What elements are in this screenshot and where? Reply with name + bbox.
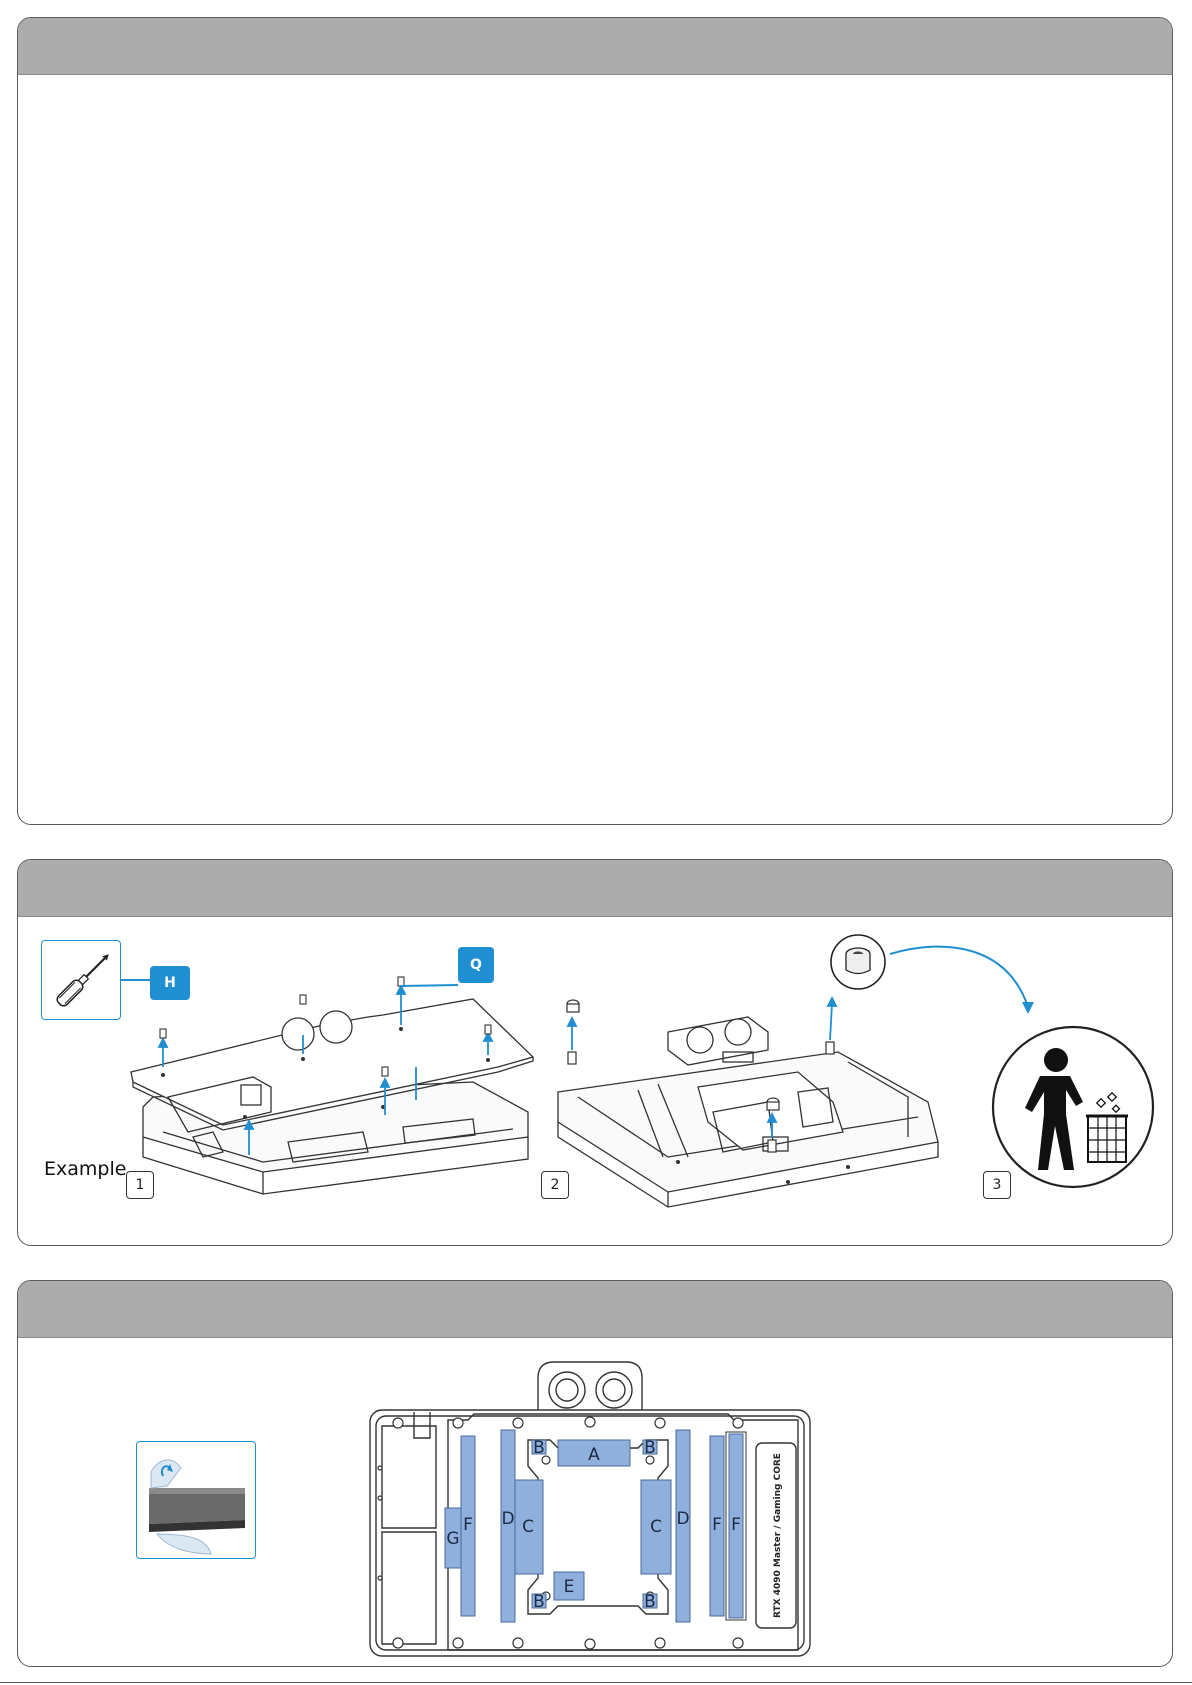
section-panel-2 bbox=[17, 859, 1173, 1246]
step-number-1: 1 bbox=[126, 1171, 154, 1199]
screwdriver-tool-box bbox=[41, 940, 121, 1020]
pad-label-a: A bbox=[588, 1445, 600, 1465]
peel-film-icon bbox=[137, 1442, 257, 1560]
section-header-2 bbox=[18, 860, 1172, 917]
pad-label-b-1: B bbox=[533, 1438, 545, 1458]
thermal-pad-layout-drawing bbox=[368, 1348, 848, 1667]
step-number-3: 3 bbox=[983, 1171, 1011, 1199]
peel-film-box bbox=[136, 1441, 256, 1559]
pad-label-e: E bbox=[563, 1577, 575, 1597]
section-body-3 bbox=[18, 1338, 1172, 1666]
pad-label-g: G bbox=[446, 1529, 460, 1549]
pad-label-c-2: C bbox=[650, 1517, 662, 1537]
board-model-label: RTX 4090 Master / Gaming CORE bbox=[773, 1453, 783, 1618]
section-body-2 bbox=[18, 917, 1172, 1245]
pad-label-c-1: C bbox=[522, 1517, 534, 1537]
dispose-trash-icon bbox=[988, 1022, 1158, 1192]
section-panel-3 bbox=[17, 1280, 1173, 1667]
pad-label-b-4: B bbox=[644, 1592, 656, 1612]
step-number-2: 2 bbox=[541, 1171, 569, 1199]
section-panel-1 bbox=[17, 17, 1173, 825]
section-header-3 bbox=[18, 1281, 1172, 1338]
callout-h: H bbox=[150, 966, 190, 1000]
pad-label-b-3: B bbox=[533, 1592, 545, 1612]
pad-label-f-3: F bbox=[731, 1515, 741, 1535]
screwdriver-icon bbox=[42, 941, 122, 1021]
pad-label-f-2: F bbox=[712, 1515, 722, 1535]
pad-label-b-2: B bbox=[644, 1438, 656, 1458]
pad-label-d-2: D bbox=[676, 1509, 690, 1529]
callout-q: Q bbox=[458, 947, 494, 983]
pad-label-d-1: D bbox=[501, 1509, 515, 1529]
pad-label-f-1: F bbox=[463, 1515, 473, 1535]
section-header-1 bbox=[18, 18, 1172, 75]
example-label: Example bbox=[44, 1158, 127, 1180]
page-bottom-rule bbox=[0, 1682, 1192, 1683]
section-body-1 bbox=[18, 75, 1172, 824]
